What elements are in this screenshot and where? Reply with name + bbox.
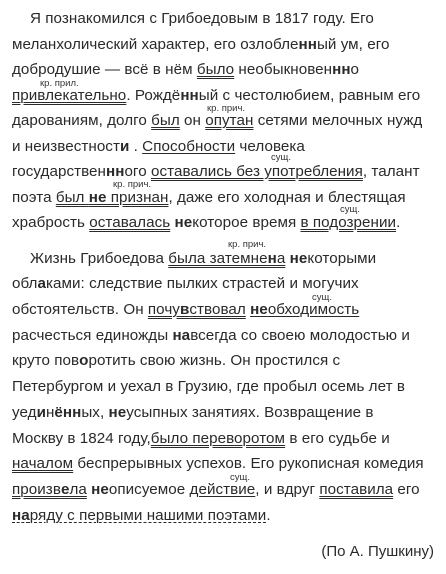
text-segment: ого [124,163,151,180]
text-segment: ый с честолюбием, равным его [198,87,421,104]
bold-letters: ённ [54,404,82,421]
annotation-label: кр. прич. [207,103,246,114]
predicate-underline: оставались без употребления [150,163,363,180]
text-line-17 [12,430,390,448]
predicate-underline: поставила [319,481,394,498]
bold-letters: не [250,301,268,318]
subject-underline: Способности [142,138,236,155]
predicate-underline: признан [106,189,169,206]
annotation-label: кр. прил. [40,78,79,89]
predicate-underline: оставалась [89,214,171,231]
text-segment: ых, [81,404,109,421]
predicate-underline: был [151,112,180,129]
text-segment: которое время [192,214,301,231]
text-segment: поэта [12,189,56,206]
annotation-label: сущ. [271,152,291,163]
text-line-5 [12,112,422,130]
text-segment: описуемое [108,481,190,498]
text-segment: он [179,112,206,129]
attribution: (По А. Пушкину) [321,543,434,560]
bold-letters: не [289,250,308,267]
predicate-underline: была затемне [168,250,268,267]
predicate-underline: почу [147,301,180,318]
bold-letters: н [267,250,277,267]
text-segment: расчесться единожды [12,327,173,344]
text-segment: всегда со своею молодостью и [190,327,410,344]
text-segment: Москву в 1824 году, [12,430,151,447]
predicate-underline: произв [12,481,61,498]
predicate-underline: началом [12,455,74,472]
annotation-label: кр. прич. [228,239,267,250]
text-segment: которыми [307,250,377,267]
bold-letters: нн [298,36,317,53]
predicate-underline: опутан [205,112,254,129]
bold-letters: а [37,275,46,292]
text-line-13 [12,327,410,345]
annotation-label: сущ. [340,204,360,215]
predicate-underline: ствовал [189,301,246,318]
text-segment: Я познакомился с Грибоедовым в 1817 году. Его [30,10,374,27]
text-segment: , даже его холодная и блестящая [168,189,406,206]
text-segment: обстоятельств. Он [12,301,148,318]
predicate-underline: привлекательно [12,87,127,104]
text-segment: н [45,404,55,421]
bold-letters: е [60,481,70,498]
text-segment: его [393,481,420,498]
text-segment: обл [12,275,38,292]
text-line-20 [12,507,271,525]
bold-letters: не [91,481,109,498]
text-segment: сетями мелочных нужд [253,112,423,129]
bold-letters: о [79,352,89,369]
bold-letters: и [36,404,46,421]
bold-letters: нн [180,87,199,104]
bold-letters: не [108,404,127,421]
text-segment: . [129,138,143,155]
text-line-15 [12,378,405,396]
text-segment: Петербургом и уехал в Грузию, где пробыл осемь лет в [12,378,405,395]
bold-letters: нн [332,61,351,78]
text-segment: Жизнь Грибоедова [30,250,169,267]
bold-letters: на [172,327,191,344]
predicate-underline: было [196,61,235,78]
text-segment: уед [12,404,37,421]
text-line-6 [12,138,305,156]
bold-letters: в [179,301,190,318]
text-segment: ками: следствие пылких страстей и могучих [45,275,359,292]
text-segment: . [396,214,401,231]
text-segment: . [266,507,271,524]
text-line-12 [12,301,359,319]
text-segment: дарованиям, долго [12,112,152,129]
bold-letters: не [174,214,193,231]
text-line-3 [12,61,359,79]
annotation-label: сущ. [230,472,250,483]
text-segment: и неизвестност [12,138,120,155]
bold-letters: не [88,189,107,206]
annotation-label: кр. прич. [113,179,152,190]
text-segment: беспрерывных успехов. Его рукописная комедия [73,455,424,472]
predicate-underline: а [276,250,286,267]
text-segment: человека [235,138,305,155]
object-underline: обходимость [267,301,360,318]
bold-letters: на [12,507,30,524]
text-segment: добродушие — всё в нём [12,61,197,78]
text-segment: меланхолический характер, его озлобле [12,36,299,53]
text-line-7 [12,163,420,181]
predicate-underline: ла [69,481,87,498]
annotation-label: сущ. [312,292,332,303]
predicate-underline: был [55,189,89,206]
text-segment: необыкновен [234,61,333,78]
text-segment: в его судьбе и [285,430,390,447]
text-segment: , и вдруг [255,481,320,498]
adverbial-underline: ряду с первыми нашими поэтами [29,507,267,524]
text-segment: о [350,61,360,78]
text-line-11 [12,275,359,293]
predicate-underline: в подозрении [300,214,397,231]
text-segment: , талант [362,163,420,180]
text-line-16 [12,404,373,422]
text-segment: ый ум, его [316,36,390,53]
text-segment: государствен [12,163,106,180]
text-line-9 [12,214,400,232]
bold-letters: нн [105,163,125,180]
text-line-10 [30,250,376,268]
bold-letters: и [119,138,130,155]
text-line-19 [12,481,420,499]
text-line-1 [30,10,374,28]
text-segment: усыпных занятиях. Возвращение в [126,404,374,421]
text-segment: . Рождё [126,87,181,104]
text-line-18 [12,455,424,473]
text-segment: храбрость [12,214,90,231]
text-line-2 [12,36,389,54]
text-line-14 [12,352,340,370]
predicate-underline: было переворотом [150,430,286,447]
text-segment: ротить свою жизнь. Он простился с [88,352,341,369]
text-segment: круто пов [12,352,80,369]
object-underline: действие [189,481,256,498]
